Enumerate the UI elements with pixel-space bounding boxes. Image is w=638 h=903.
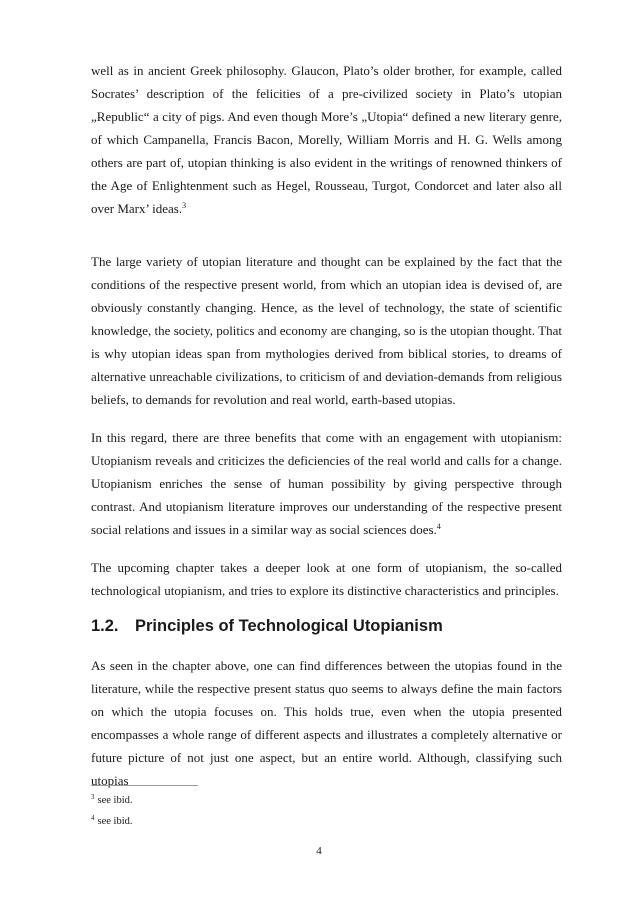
- paragraph-3: [91, 426, 562, 541]
- paragraph-4: [91, 556, 562, 602]
- footnote-4: [91, 815, 133, 829]
- paragraph-text: The upcoming chapter takes a deeper look at one form of utopianism, the so-called technological utopianism, and tries to explore its distinctive characteristics and principles.: [91, 560, 562, 598]
- footnote-divider: [91, 785, 198, 786]
- section-title: Principles of Technological Utopianism: [135, 617, 443, 635]
- paragraph-1: [91, 59, 562, 220]
- paragraph-text: well as in ancient Greek philosophy. Glaucon, Plato’s older brother, for example, called Socrates’ description of the felicities of a pre-civilized society in Plato’s utopian „Republic“ a city of pigs. And even though More’s „Utopia“ defined a new literary genre, of which Campanella, Francis Bacon, Morelly, William Morris and H. G. Wells among others are part of, utopian thinking is also evident in the writings of renowned thinkers of the Age of Enlightenment such as Hegel, Rousseau, Turgot, Condorcet and later also all over Marx’ ideas.: [91, 63, 562, 216]
- paragraph-2: [91, 250, 562, 411]
- section-heading: [91, 614, 562, 638]
- footnote-mark: 4: [91, 814, 95, 822]
- footnote-reference: 3: [182, 201, 187, 210]
- footnote-mark: 3: [91, 793, 95, 801]
- footnote-text: see ibid.: [97, 816, 133, 827]
- footnote-text: see ibid.: [97, 795, 133, 806]
- page-number: 4: [316, 845, 322, 857]
- paragraph-text: The large variety of utopian literature and thought can be explained by the fact that the conditions of the respective present world, from which an utopian idea is devised of, are obviously constantly changing. Hence, as the level of technology, the state of scientific knowledge, the society, politics and economy are changing, so is the utopian thought. That is why utopian ideas span from mythologies derived from biblical stories, to dreams of alternative unreachable civilizations, to criticism of and deviation-demands from religious beliefs, to demands for revolution and real world, earth-based utopias.: [91, 254, 562, 407]
- paragraph-text: As seen in the chapter above, one can find differences between the utopias found in the literature, while the respective present status quo seems to always define the main factors on which the utopia focuses on. This holds true, even when the utopia presented encompasses a whole range of different aspects and illustrates a completely alternative or future picture of not just one aspect, but an entire world. Although, classifying such utopias: [91, 658, 562, 788]
- paragraph-5: [91, 654, 562, 792]
- paragraph-text: In this regard, there are three benefits that come with an engagement with utopianism: Utopianism reveals and criticizes the deficiencies of the real world and calls for a change. Utopianism enriches the sense of human possibility by giving perspective through contrast. And utopianism literature improves our understanding of the respective present social relations and issues in a similar way as social sciences does.: [91, 430, 562, 537]
- footnote-3: [91, 794, 133, 808]
- section-number: 1.2.: [91, 617, 119, 635]
- footnote-reference: 4: [436, 522, 441, 531]
